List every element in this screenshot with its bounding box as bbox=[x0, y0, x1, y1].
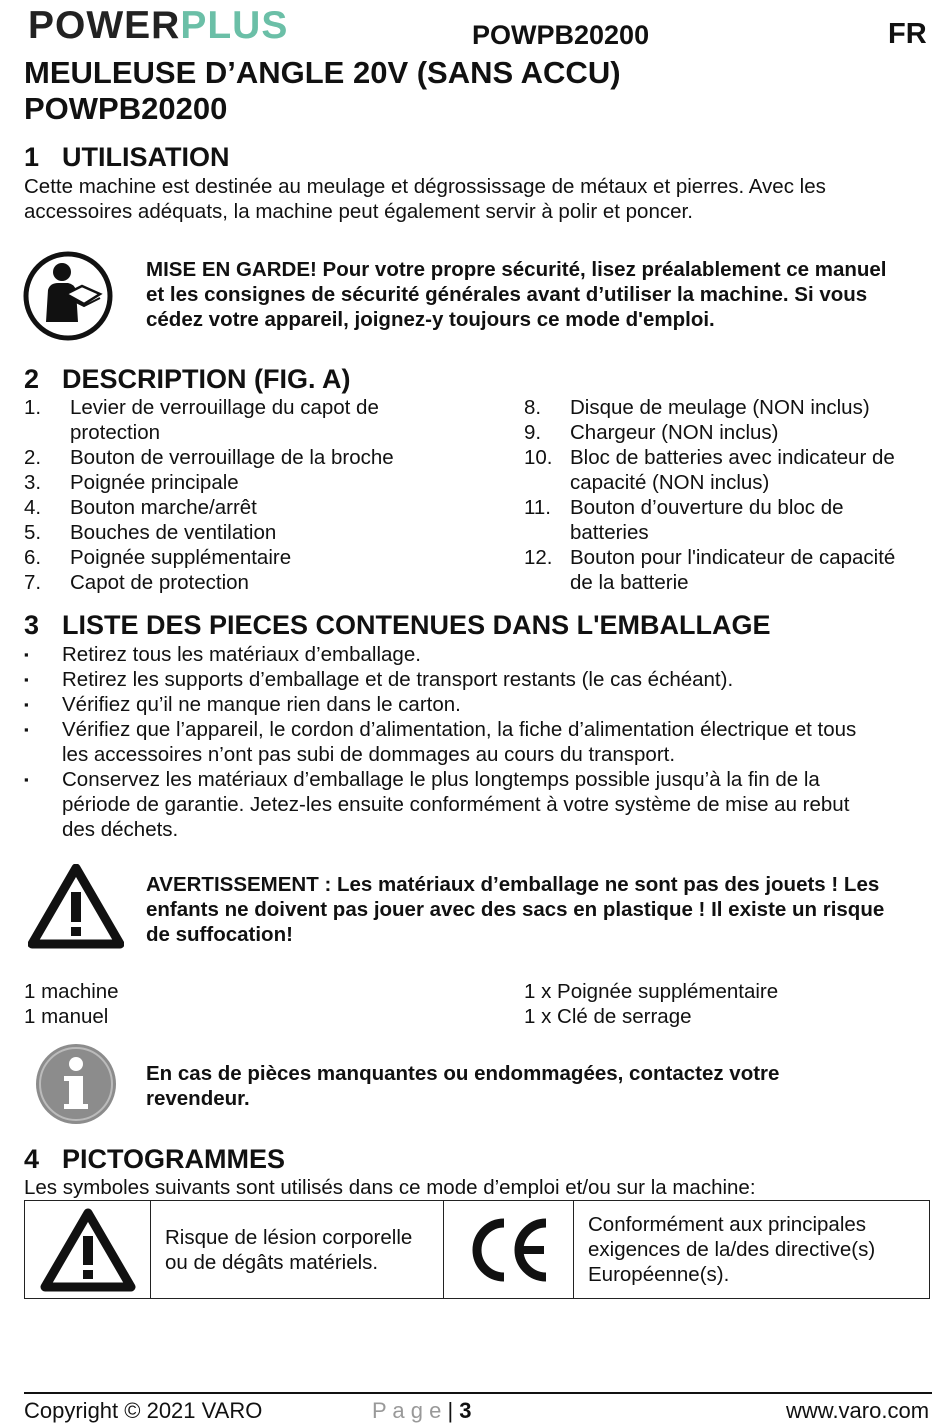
bullet-icon: ▪ bbox=[24, 672, 29, 687]
footer-page-label: P a g e bbox=[372, 1398, 442, 1423]
picto-warning-line2: ou de dégâts matériels. bbox=[165, 1250, 379, 1274]
contents-left bbox=[24, 979, 119, 1029]
contents-item-manual: 1 manuel bbox=[24, 1005, 109, 1028]
part-label-line2: batteries bbox=[570, 521, 649, 544]
picto-cell-warning-text bbox=[151, 1201, 444, 1298]
manual-warning-line3: cédez votre appareil, joignez-y toujours ce mode d'emploi. bbox=[146, 308, 715, 331]
part-number: 3. bbox=[24, 471, 42, 494]
title-line1: MEULEUSE D’ANGLE 20V (SANS ACCU) bbox=[24, 55, 621, 90]
picto-cell-ce-text bbox=[574, 1201, 929, 1298]
part-number: 10. bbox=[524, 446, 553, 469]
bullet-item bbox=[24, 642, 924, 667]
part-label-line2: protection bbox=[70, 421, 161, 444]
part-item bbox=[24, 495, 504, 520]
bullet-line: Vérifiez que l’appareil, le cordon d’alimentation, la fiche d’alimentation électrique et tous bbox=[62, 718, 857, 741]
bullet-line: Vérifiez qu’il ne manque rien dans le carton. bbox=[62, 693, 461, 716]
bullet-icon: ▪ bbox=[24, 772, 29, 787]
section1-line1: Cette machine est destinée au meulage et dégrossissage de métaux et pierres. Avec les bbox=[24, 175, 826, 198]
bullet-line: Retirez tous les matériaux d’emballage. bbox=[62, 643, 421, 666]
bullet-icon: ▪ bbox=[24, 647, 29, 662]
pictograms-intro: Les symboles suivants sont utilisés dans ce mode d’emploi et/ou sur la machine: bbox=[24, 1176, 756, 1199]
bullet-text bbox=[62, 667, 733, 692]
part-item bbox=[524, 495, 934, 545]
manual-warning bbox=[146, 257, 887, 332]
part-label-line1: Bloc de batteries avec indicateur de bbox=[570, 446, 895, 469]
part-label-line1: Bouton de verrouillage de la broche bbox=[70, 446, 394, 469]
contents-item-machine: 1 machine bbox=[24, 980, 119, 1003]
contents-right bbox=[524, 979, 778, 1029]
part-label-line2: capacité (NON inclus) bbox=[570, 471, 770, 494]
packaging-warning-line2: enfants ne doivent pas jouer avec des sacs en plastique ! Il existe un risque bbox=[146, 898, 885, 921]
bullet-line: Conservez les matériaux d’emballage le plus longtemps possible jusqu’à la fin de la bbox=[62, 768, 820, 791]
bullet-icon: ▪ bbox=[24, 722, 29, 737]
packaging-warning bbox=[146, 872, 884, 947]
part-number: 8. bbox=[524, 396, 542, 419]
bullet-text bbox=[62, 692, 461, 717]
footer-page-number: 3 bbox=[459, 1398, 472, 1423]
info-icon bbox=[34, 1042, 118, 1126]
bullet-line: période de garantie. Jetez-les ensuite conformément à votre système de mise au rebut bbox=[62, 793, 850, 816]
part-number: 9. bbox=[524, 421, 542, 444]
manual-warning-line1: MISE EN GARDE! Pour votre propre sécurité, lisez préalablement ce manuel bbox=[146, 258, 887, 281]
title-line2: POWPB20200 bbox=[24, 91, 228, 126]
section2-title: DESCRIPTION (FIG. A) bbox=[62, 364, 351, 394]
part-label bbox=[70, 470, 239, 495]
footer-divider bbox=[24, 1392, 932, 1394]
part-number: 6. bbox=[24, 546, 42, 569]
ce-mark-icon bbox=[464, 1215, 554, 1285]
part-label bbox=[570, 395, 870, 420]
part-label bbox=[570, 545, 895, 595]
part-label bbox=[70, 570, 249, 595]
bullet-item bbox=[24, 717, 924, 767]
part-number: 11. bbox=[524, 496, 551, 519]
header-language: FR bbox=[888, 18, 927, 50]
part-label-line1: Capot de protection bbox=[70, 571, 249, 594]
part-number: 2. bbox=[24, 446, 42, 469]
contents-item-handle: 1 x Poignée supplémentaire bbox=[524, 980, 779, 1003]
logo-part2: PLUS bbox=[180, 4, 289, 47]
contents-item-wrench: 1 x Clé de serrage bbox=[524, 1005, 692, 1028]
part-number: 12. bbox=[524, 546, 553, 569]
part-item bbox=[524, 445, 934, 495]
section1-num: 1 bbox=[24, 142, 40, 172]
missing-parts-line1: En cas de pièces manquantes ou endommagées, contactez votre bbox=[146, 1062, 780, 1085]
part-label bbox=[70, 495, 257, 520]
part-label-line1: Poignée supplémentaire bbox=[70, 546, 292, 569]
part-label bbox=[70, 395, 379, 445]
section2-heading bbox=[24, 364, 351, 395]
part-item bbox=[24, 395, 504, 445]
part-number: 5. bbox=[24, 521, 42, 544]
part-item bbox=[524, 420, 934, 445]
section1-text bbox=[24, 174, 826, 224]
part-item bbox=[24, 470, 504, 495]
logo-part1: POWER bbox=[28, 4, 181, 47]
part-label bbox=[570, 445, 895, 495]
bullet-text bbox=[62, 767, 849, 842]
bullet-line: les accessoires n’ont pas subi de dommages au cours du transport. bbox=[62, 743, 676, 766]
picto-ce-line3: Européenne(s). bbox=[588, 1263, 730, 1286]
brand-logo bbox=[28, 4, 288, 48]
parts-list-left bbox=[24, 395, 504, 595]
part-label-line1: Chargeur (NON inclus) bbox=[570, 421, 779, 444]
part-number: 7. bbox=[24, 571, 42, 594]
bullet-text bbox=[62, 717, 856, 767]
part-label-line1: Disque de meulage (NON inclus) bbox=[570, 396, 870, 419]
part-label bbox=[70, 545, 291, 570]
part-item bbox=[524, 545, 934, 595]
section1-title: UTILISATION bbox=[62, 142, 230, 172]
section4-num: 4 bbox=[24, 1144, 40, 1174]
part-number: 1. bbox=[24, 396, 42, 419]
bullet-line: Retirez les supports d’emballage et de transport restants (le cas échéant). bbox=[62, 668, 734, 691]
parts-list-right bbox=[524, 395, 934, 595]
section4-title: PICTOGRAMMES bbox=[62, 1144, 286, 1174]
read-manual-icon bbox=[22, 250, 114, 342]
packaging-warning-line1: AVERTISSEMENT : Les matériaux d’emballage ne sont pas des jouets ! Les bbox=[146, 873, 880, 896]
part-label-line1: Bouton d’ouverture du bloc de bbox=[570, 496, 844, 519]
pictograms-table bbox=[24, 1200, 930, 1299]
part-label bbox=[70, 445, 394, 470]
section3-num: 3 bbox=[24, 610, 40, 640]
missing-parts-line2: revendeur. bbox=[146, 1087, 250, 1110]
part-item bbox=[524, 395, 934, 420]
section1-heading bbox=[24, 142, 229, 173]
bullet-text bbox=[62, 642, 421, 667]
packaging-warning-line3: de suffocation! bbox=[146, 923, 293, 946]
part-label bbox=[570, 495, 844, 545]
bullet-line: des déchets. bbox=[62, 818, 179, 841]
picto-ce-line1: Conformément aux principales bbox=[588, 1213, 867, 1236]
picto-cell-warning bbox=[25, 1201, 151, 1298]
footer-page-sep: | bbox=[447, 1398, 454, 1423]
part-item bbox=[24, 570, 504, 595]
part-label-line1: Poignée principale bbox=[70, 471, 239, 494]
bullet-icon: ▪ bbox=[24, 697, 29, 712]
part-label-line2: de la batterie bbox=[570, 571, 689, 594]
section3-title: LISTE DES PIECES CONTENUES DANS L'EMBALLAGE bbox=[62, 610, 771, 640]
part-label-line1: Bouton marche/arrêt bbox=[70, 496, 257, 519]
part-item bbox=[24, 520, 504, 545]
footer-copyright: Copyright © 2021 VARO bbox=[24, 1398, 263, 1423]
part-label-line1: Levier de verrouillage du capot de bbox=[70, 396, 379, 419]
picto-ce-line2: exigences de la/des directive(s) bbox=[588, 1238, 876, 1261]
manual-warning-line2: et les consignes de sécurité générales avant d’utiliser la machine. Si vous bbox=[146, 283, 868, 306]
footer-url: www.varo.com bbox=[786, 1398, 930, 1423]
part-label bbox=[570, 420, 778, 445]
packaging-bullets bbox=[24, 642, 924, 842]
section1-line2: accessoires adéquats, la machine peut également servir à polir et poncer. bbox=[24, 200, 693, 223]
warning-triangle-icon bbox=[40, 1208, 136, 1292]
bullet-item bbox=[24, 667, 924, 692]
part-item bbox=[24, 445, 504, 470]
page-title bbox=[24, 55, 621, 127]
footer-page bbox=[372, 1398, 472, 1424]
part-label-line1: Bouton pour l'indicateur de capacité bbox=[570, 546, 896, 569]
bullet-item bbox=[24, 692, 924, 717]
missing-parts-note bbox=[146, 1061, 779, 1111]
part-label bbox=[70, 520, 276, 545]
section2-num: 2 bbox=[24, 364, 40, 394]
picto-cell-ce bbox=[444, 1201, 574, 1298]
section3-heading bbox=[24, 610, 771, 641]
warning-triangle-icon bbox=[28, 864, 124, 950]
section4-heading bbox=[24, 1144, 285, 1175]
part-item bbox=[24, 545, 504, 570]
bullet-item bbox=[24, 767, 924, 842]
part-label-line1: Bouches de ventilation bbox=[70, 521, 277, 544]
picto-warning-line1: Risque de lésion corporelle bbox=[165, 1225, 413, 1249]
part-number: 4. bbox=[24, 496, 42, 519]
header-model: POWPB20200 bbox=[472, 20, 650, 50]
